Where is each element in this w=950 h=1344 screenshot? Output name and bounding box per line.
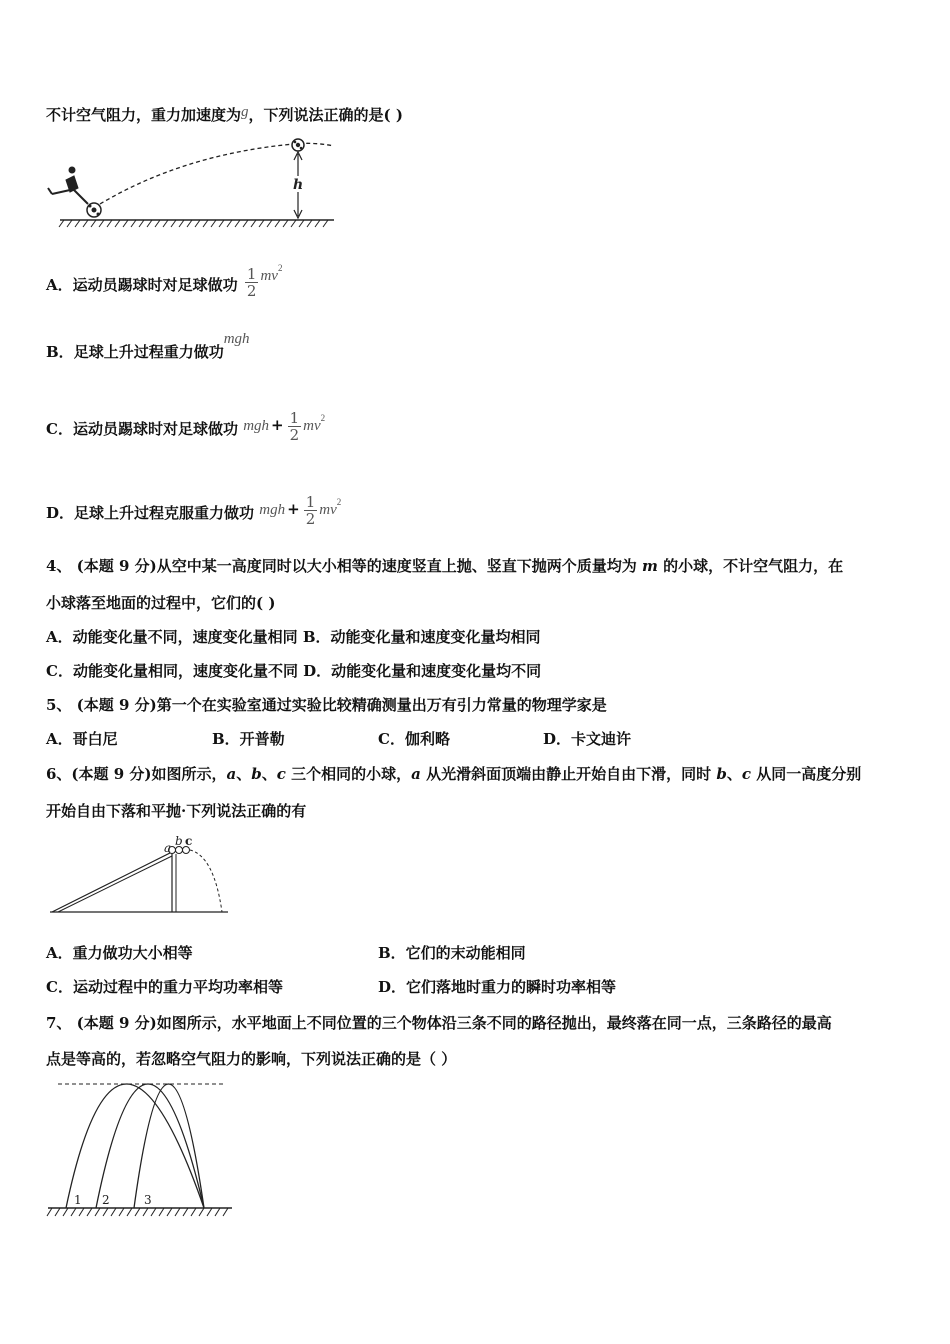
q6-option-a: A．重力做功大小相等 [46, 944, 193, 962]
plus-sign: + [287, 500, 300, 518]
figure-parabolas [46, 1076, 236, 1222]
fraction: $\frac{1}{2}$ [246, 264, 257, 300]
player-icon [48, 167, 88, 204]
q5-option-b: B．开普勒 [212, 730, 285, 748]
ball-icon-top [292, 139, 304, 151]
option-c [46, 408, 326, 447]
q5-stem: 5、 (本题 9 分)第一个在实验室通过实验比较精确测量出万有引力常量的物理学家是 [46, 696, 607, 714]
q7-line1: 7、 (本题 9 分)如图所示，水平地面上不同位置的三个物体沿三条不同的路径抛出，最终落在同一点，三条路径的最高 [46, 1014, 832, 1032]
ball-icon [87, 203, 101, 217]
mv-math: $mv^2$ [303, 413, 326, 434]
option-text: 运动员踢球时对足球做功 [72, 276, 238, 294]
fraction: $\frac{1}{2}$ [305, 492, 316, 528]
plus-sign: + [271, 416, 284, 434]
fraction: $\frac{1}{2}$ [289, 408, 300, 444]
ball-a-label: a [164, 841, 172, 855]
option-label: D． [46, 504, 75, 522]
figure-incline [46, 830, 236, 918]
q4-options-row2: C．动能变化量相同，速度变化量不同 D．动能变化量和速度变化量均不同 [46, 662, 542, 680]
q7-line2: 点是等高的，若忽略空气阻力的影响，下列说法正确的是（ ） [46, 1050, 457, 1068]
q5-option-c: C．伽利略 [378, 730, 450, 748]
q4-options-row1: A．动能变化量不同，速度变化量相同 B．动能变化量和速度变化量均相同 [46, 628, 541, 646]
intro-text: 不计空气阻力，重力加速度为 [46, 106, 242, 124]
figure-football-kick [44, 132, 344, 232]
q4-line1: 4、 (本题 9 分)从空中某一高度同时以大小相等的速度竖直上抛、竖直下抛两个质量均为 m 的小球，不计空气阻力，在 [46, 557, 844, 575]
q6-option-d: D．它们落地时重力的瞬时功率相等 [378, 978, 617, 996]
path-3-label: 3 [144, 1193, 152, 1207]
path-2-label: 2 [102, 1193, 110, 1207]
option-d [46, 492, 342, 531]
intro-text-after: ，下列说法正确的是( ) [248, 106, 403, 124]
mv-math: $mv^2$ [319, 497, 342, 518]
q6-option-c: C．运动过程中的重力平均功率相等 [46, 978, 283, 996]
h-label: h [293, 177, 304, 193]
q6-line1: 6、(本题 9 分)如图所示，a、b、c 三个相同的小球，a 从光滑斜面顶端由静止开始自由下滑，同时 b、c 从同一高度分别 [46, 765, 862, 783]
ball-c-label: c [185, 834, 193, 848]
option-text: 足球上升过程克服重力做功 [74, 504, 255, 522]
mgh-math: mgh [259, 502, 286, 518]
q6-line2: 开始自由下落和平抛·下列说法正确的有 [46, 802, 307, 820]
q4-line2: 小球落至地面的过程中，它们的( ) [46, 594, 276, 612]
option-b [46, 331, 250, 363]
path-1-label: 1 [74, 1193, 82, 1207]
option-label: A． [46, 276, 73, 294]
q5-option-d: D．卡文迪许 [543, 730, 632, 748]
intro-line [46, 102, 403, 125]
ball-b-label: b [175, 834, 183, 848]
option-label: C． [46, 420, 73, 438]
mgh-math: mgh [223, 331, 250, 347]
g-symbol: g [241, 104, 249, 120]
option-text: 足球上升过程重力做功 [73, 343, 224, 361]
q5-option-a: A．哥白尼 [46, 730, 118, 748]
q6-option-b: B．它们的末动能相同 [378, 944, 526, 962]
mgh-math: mgh [243, 418, 270, 434]
option-a [46, 263, 283, 303]
option-text: 运动员踢球时对足球做功 [72, 420, 238, 438]
option-label: B． [46, 343, 74, 361]
mv-math: $mv^2$ [260, 263, 283, 284]
